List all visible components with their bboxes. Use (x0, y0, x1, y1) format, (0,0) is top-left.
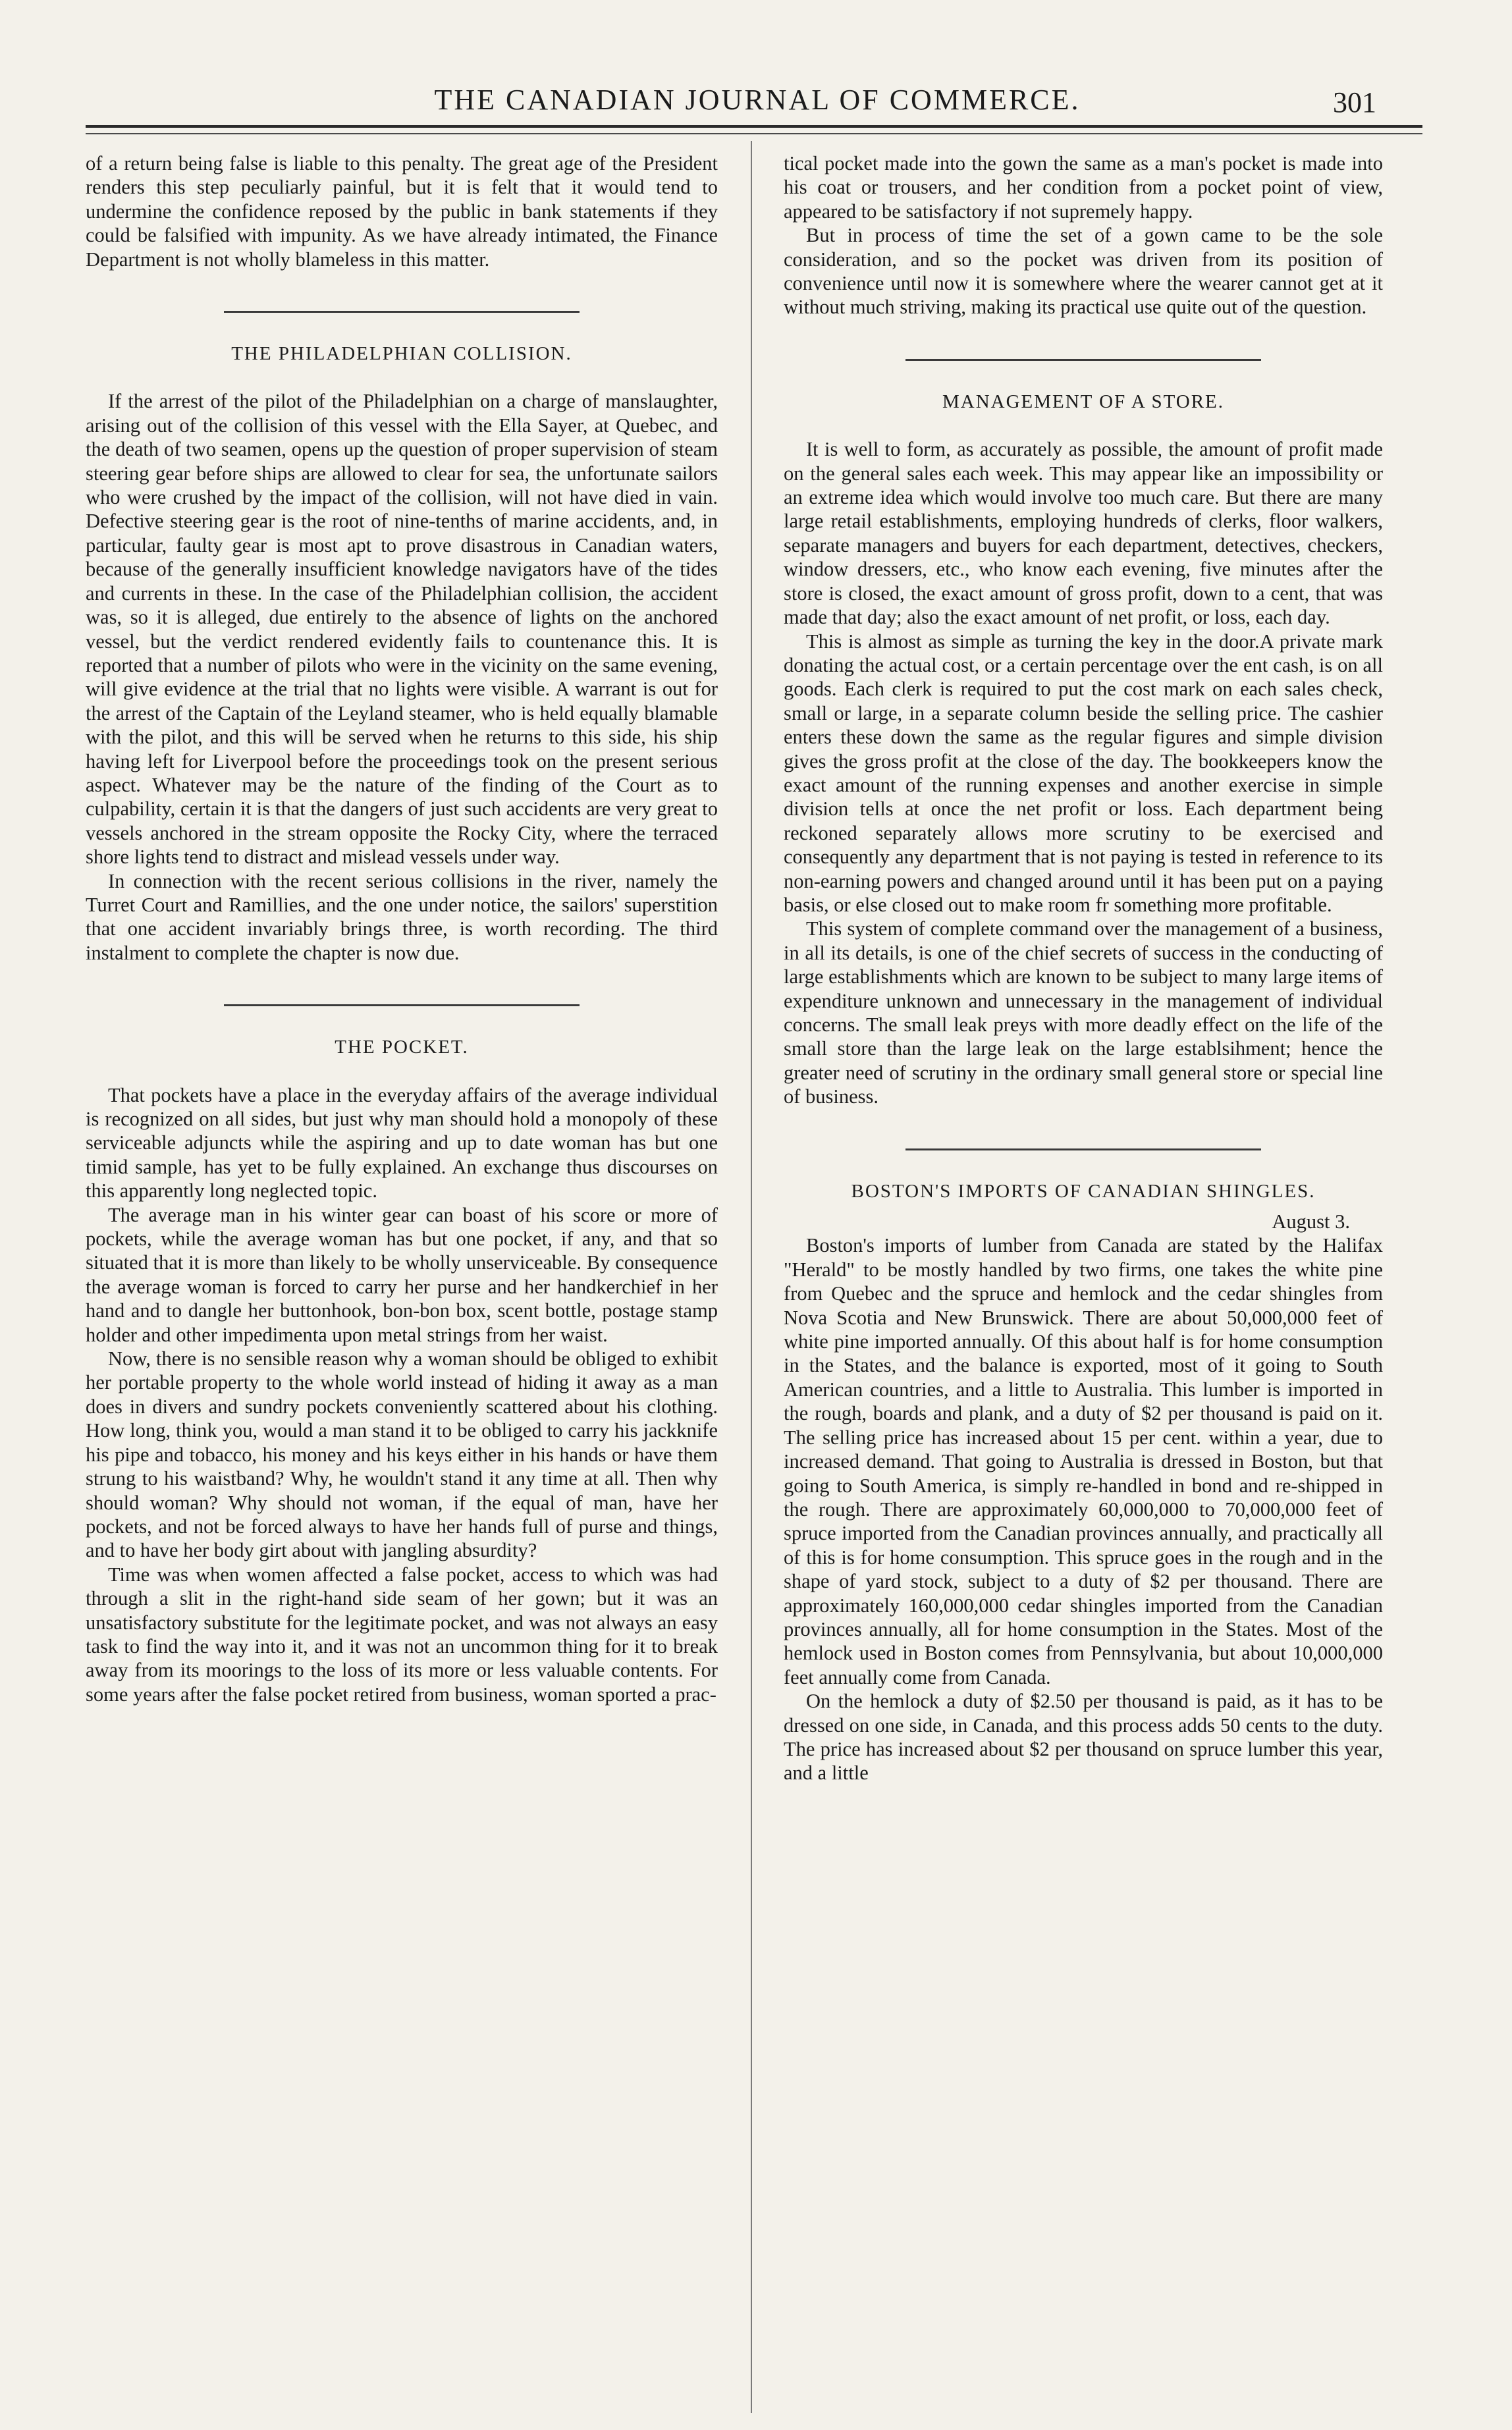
article-paragraph: On the hemlock a duty of $2.50 per thousand is paid, as it has to be dressed on one side, in Canada, and this process adds 50 cents to the duty. The price has increased about $2 per thousand on spruce lumber this year, and a little (784, 1690, 1383, 1785)
right-column (784, 151, 1383, 1785)
journal-title: THE CANADIAN JOURNAL OF COMMERCE. (434, 84, 1081, 116)
column-divider (751, 141, 752, 2413)
article-paragraph: Now, there is no sensible reason why a woman should be obliged to exhibit her portable property to the whole world instead of hiding it away as a man does in divers and sundry pockets conveniently scattered about his clothing. How long, think you, would a man stand it to be obliged to carry his jackknife his pipe and tobacco, his money and his keys either in his hands or have them strung to his waistband? Why, he wouldn't stand it any time at all. Then why should woman? Why should not woman, if the equal of man, have her pockets, and not be forced always to have her hands full of purse and things, and to have her body girt about with jangling absurdity? (86, 1347, 718, 1562)
article-title: MANAGEMENT OF A STORE. (942, 391, 1225, 412)
article-the-pocket-continued (784, 151, 1383, 319)
article-paragraph: It is well to form, as accurately as possible, the amount of profit made on the general sales each week. This may appear like an impossibility or an extreme idea which would involve too much care. But there are many large retail establishments, employing hundreds of clerks, floor walkers, separate managers and buyers for each department, detectives, checkers, window dressers, etc., who know each evening, five minutes after the store is closed, the exact amount of gross profit, down to a cent, that was made that day; also the exact amount of net profit, or loss, each day. (784, 438, 1383, 629)
article-title: BOSTON'S IMPORTS OF CANADIAN SHINGLES. (851, 1180, 1316, 1202)
article-title: THE POCKET. (335, 1037, 469, 1058)
article-philadelphian-collision (86, 342, 718, 965)
article-separator (905, 359, 1261, 361)
article-paragraph: This is almost as simple as turning the key in the door.A private mark donating the actual cost, or a certain percentage over the ent cash, is on all goods. Each clerk is required to put the cost mark on each sales check, small or large, in a separate column beside the selling price. The cashier enters these down the same as the regular figures and simple division gives the gross profit at the close of the day. The bookkeepers know the exact amount of the running expenses and another exercise in simple division tells at once the net profit or loss. Each department being reckoned separately allows more scrutiny to be exercised and consequently any department that is not paying is tested in reference to its non-earning powers and changed around until it has been put on a paying basis, or else closed out to make room fr something more profitable. (784, 630, 1383, 916)
article-dateline: August 3. (1272, 1210, 1350, 1233)
article-paragraph: In connection with the recent serious collisions in the river, namely the Turret Court and Ramillies, and the one under notice, the sailors' superstition that one accident invariably brings three, is worth recording. The third instalment to complete the chapter is now due. (86, 869, 718, 964)
article-paragraph: Boston's imports of lumber from Canada are stated by the Halifax "Herald" to be mostly handled by two firms, one takes the white pine from Quebec and the spruce and hemlock and the cedar shingles from Nova Scotia and New Brunswick. There are about 50,000,000 feet of white pine imported annually. Of this about half is for home consumption in the States, and the balance is exported, most of it going to South American countries, and a little to Australia. This lumber is imported in the rough, boards and plank, and a duty of $2 per thousand is paid on it. The selling price has increased about 15 per cent. within a year, due to increased demand. That going to Australia is dressed in Boston, but that going to South America, is simply re-handled in bond and re-shipped in the rough. There are approximately 60,000,000 to 70,000,000 feet of spruce imported from the Canadian provinces annually, and practically all of this is for home consumption. This spruce goes in the rough and in the shape of yard stock, subject to a duty of $2 per thousand. There are approximately 160,000,000 cedar shingles imported from the Canadian provinces annually, all for home consumption in the States. Most of the hemlock used in Boston comes from Pennsylvania, but about 10,000,000 feet annually come from Canada. (784, 1234, 1383, 1688)
page-header (86, 78, 1416, 124)
article-the-pocket (86, 1035, 718, 1706)
article-paragraph: If the arrest of the pilot of the Philadelphian on a charge of manslaughter, arising out of the collision of this vessel with the Ella Sayer, at Quebec, and the death of two seamen, opens up the question of proper supervision of steam steering gear before ships are allowed to clear for sea, the unfortunate sailors who were crushed by the impact of the collision, will not have died in vain. Defective steering gear is the root of nine-tenths of marine accidents, and, in particular, faulty gear is most apt to prove disastrous in Canadian waters, because of the generally insufficient knowledge navigators have of the tides and currents in these. In the case of the Philadelphian collision, the accident was, so it is alleged, due entirely to the absence of lights on the anchored vessel, but the verdict rendered evidently fails to countenance this. It is reported that a number of pilots who were in the vicinity on the same evening, will give evidence at the trial that no lights were visible. A warrant is out for the arrest of the Captain of the Leyland steamer, who is held equally blamable with the pilot, and this will be served when he returns to this side, his ship having left for Liverpool before the proceedings took on the present serious aspect. Whatever may be the nature of the finding of the Court as to culpability, certain it is that the dangers of just such accidents are very great to vessels anchored in the stream opposite the Rocky City, where the terraced shore lights tend to distract and mislead vessels under way. (86, 390, 718, 869)
header-rule-thick (86, 125, 1422, 128)
article-paragraph: tical pocket made into the gown the same as a man's pocket is made into his coat or trousers, and her condition from a pocket point of view, appeared to be satisfactory if not supremely happy. (784, 152, 1383, 223)
article-paragraph: The average man in his winter gear can boast of his score or more of pockets, while the average woman has but one pocket, if any, and that so situated that it is more than likely to be wholly unserviceable. By consequence the average woman is forced to carry her purse and her handkerchief in her hand and to dangle her buttonhook, bon-bon box, scent bottle, postage stamp holder and other impedimenta upon metal strings from her waist. (86, 1203, 718, 1346)
page-number: 301 (1333, 86, 1376, 119)
left-column (86, 151, 718, 1706)
article-separator (224, 311, 580, 313)
previous-article-ending: of a return being false is liable to this penalty. The great age of the President renders this step peculiarly painful, but it is felt that it would tend to undermine the confidence reposed by the public in bank statements if they could be falsified with impunity. As we have already intimated, the Finance Department is not wholly blameless in this matter. (86, 152, 718, 271)
article-paragraph: That pockets have a place in the everyday affairs of the average individual is recognized on all sides, but just why man should hold a monopoly of these serviceable adjuncts while the aspiring and up to date woman has but one timid sample, has yet to be fully explained. An exchange thus discourses on this apparently long neglected topic. (86, 1083, 718, 1202)
article-title: THE PHILADELPHIAN COLLISION. (231, 343, 572, 365)
article-separator (905, 1148, 1261, 1150)
header-rule-thin (86, 133, 1422, 134)
article-paragraph: But in process of time the set of a gown came to be the sole consideration, and so the pocket was driven from its position of convenience until now it is somewhere where the wearer cannot get at it without much striving, making its practical use quite out of the question. (784, 224, 1383, 319)
article-management-of-a-store (784, 390, 1383, 1109)
article-boston-shingles (784, 1179, 1383, 1785)
article-paragraph: Time was when women affected a false pocket, access to which was had through a slit in the right-hand side seam of her gown; but it was an unsatisfactory substitute for the legitimate pocket, and was not always an easy task to find the way into it, and it was not an uncommon thing for it to break away from its moorings to the loss of its more or less valuable contents. For some years after the false pocket retired from business, woman sported a prac- (86, 1563, 718, 1706)
article-separator (224, 1004, 580, 1006)
article-paragraph: This system of complete command over the management of a business, in all its details, is one of the chief secrets of success in the conducting of large establishments which are known to be subject to many large items of expenditure unknown and unnecessary in the management of individual concerns. The small leak preys with more deadly effect on the life of the small store than the large leak on the large establsihment; hence the greater need of scrutiny in the ordinary small general store or special line of business. (784, 917, 1383, 1108)
